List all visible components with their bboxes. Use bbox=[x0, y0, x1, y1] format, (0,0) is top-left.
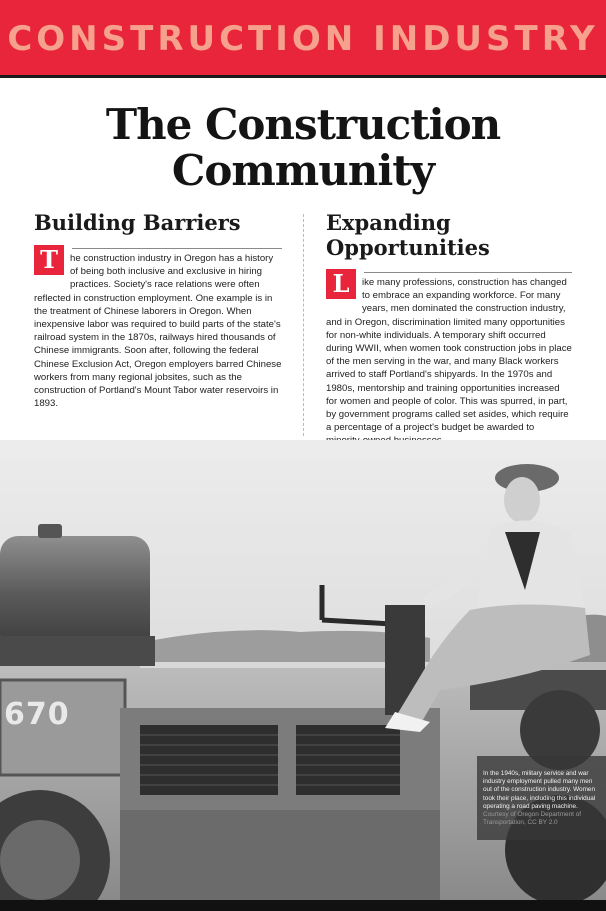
heading-rule bbox=[72, 248, 282, 249]
expanding-opportunities-text bbox=[326, 269, 572, 448]
expanding-opportunities-heading-line-1: Expanding bbox=[326, 210, 451, 235]
expanding-opportunities-heading-line-2: Opportunities bbox=[326, 235, 490, 260]
section-banner bbox=[0, 0, 606, 78]
caption-credit: Courtesy of Oregon Department of Transportation, CC BY 2.0 bbox=[483, 811, 582, 827]
page-title-line-1: The Construction bbox=[105, 100, 501, 149]
column-divider bbox=[303, 214, 304, 436]
banner-title: CONSTRUCTION INDUSTRY bbox=[7, 19, 599, 59]
photo-caption bbox=[477, 756, 606, 840]
expanding-opportunities-heading bbox=[326, 210, 572, 260]
caption-text: In the 1940s, military service and war industry employment pulled many men out of the construction industry. Women took their place, including this individual operating a road paving machine. bbox=[483, 770, 596, 810]
expanding-opportunities-body: ike many professions, construction has changed to embrace an expanding workforce. For many years, men dominated the construction industry, and in Oregon, discrimination limited many opportunities for non-white individuals. A temporary shift occurred during WWII, when women took construction jobs in place of the men serving in the war, and many Black workers arrived to staff Portland's shipyards. In the 1970s and 1980s, mentorship and training opportunities increased for women and people of color. This was spurred, in part, by government programs called set asides, which require a percentage of a project's budget be awarded to bbox=[326, 277, 572, 434]
machine-number: 670 bbox=[4, 697, 70, 732]
building-barriers-column bbox=[34, 210, 282, 410]
heading-rule bbox=[364, 272, 572, 273]
building-barriers-heading: Building Barriers bbox=[34, 210, 241, 235]
bottom-bar bbox=[0, 900, 606, 911]
page-title bbox=[0, 102, 606, 194]
expanding-opportunities-column bbox=[326, 210, 572, 448]
dropcap-l: L bbox=[326, 269, 356, 299]
building-barriers-text bbox=[34, 245, 282, 410]
page-title-line-2: Community bbox=[171, 146, 435, 195]
dropcap-t: T bbox=[34, 245, 64, 275]
building-barriers-body: he construction industry in Oregon has a history of being both inclusive and exclusive in hiring practices. Society's race relations were often reflected in construction employment. One example is in the treatment of Chinese laborers in Oregon. When inexpensive labor was required to build parts of the state's railroad system in the 1870s, railways hired thousands of Chinese immigrants. Soon after, following the federal Chinese Exclusion Act, Oregon employers barred Chinese workers from many regional jobsites, such as the construction of Portland's Mount Tabor water reservoirs in 1893. bbox=[34, 253, 282, 410]
